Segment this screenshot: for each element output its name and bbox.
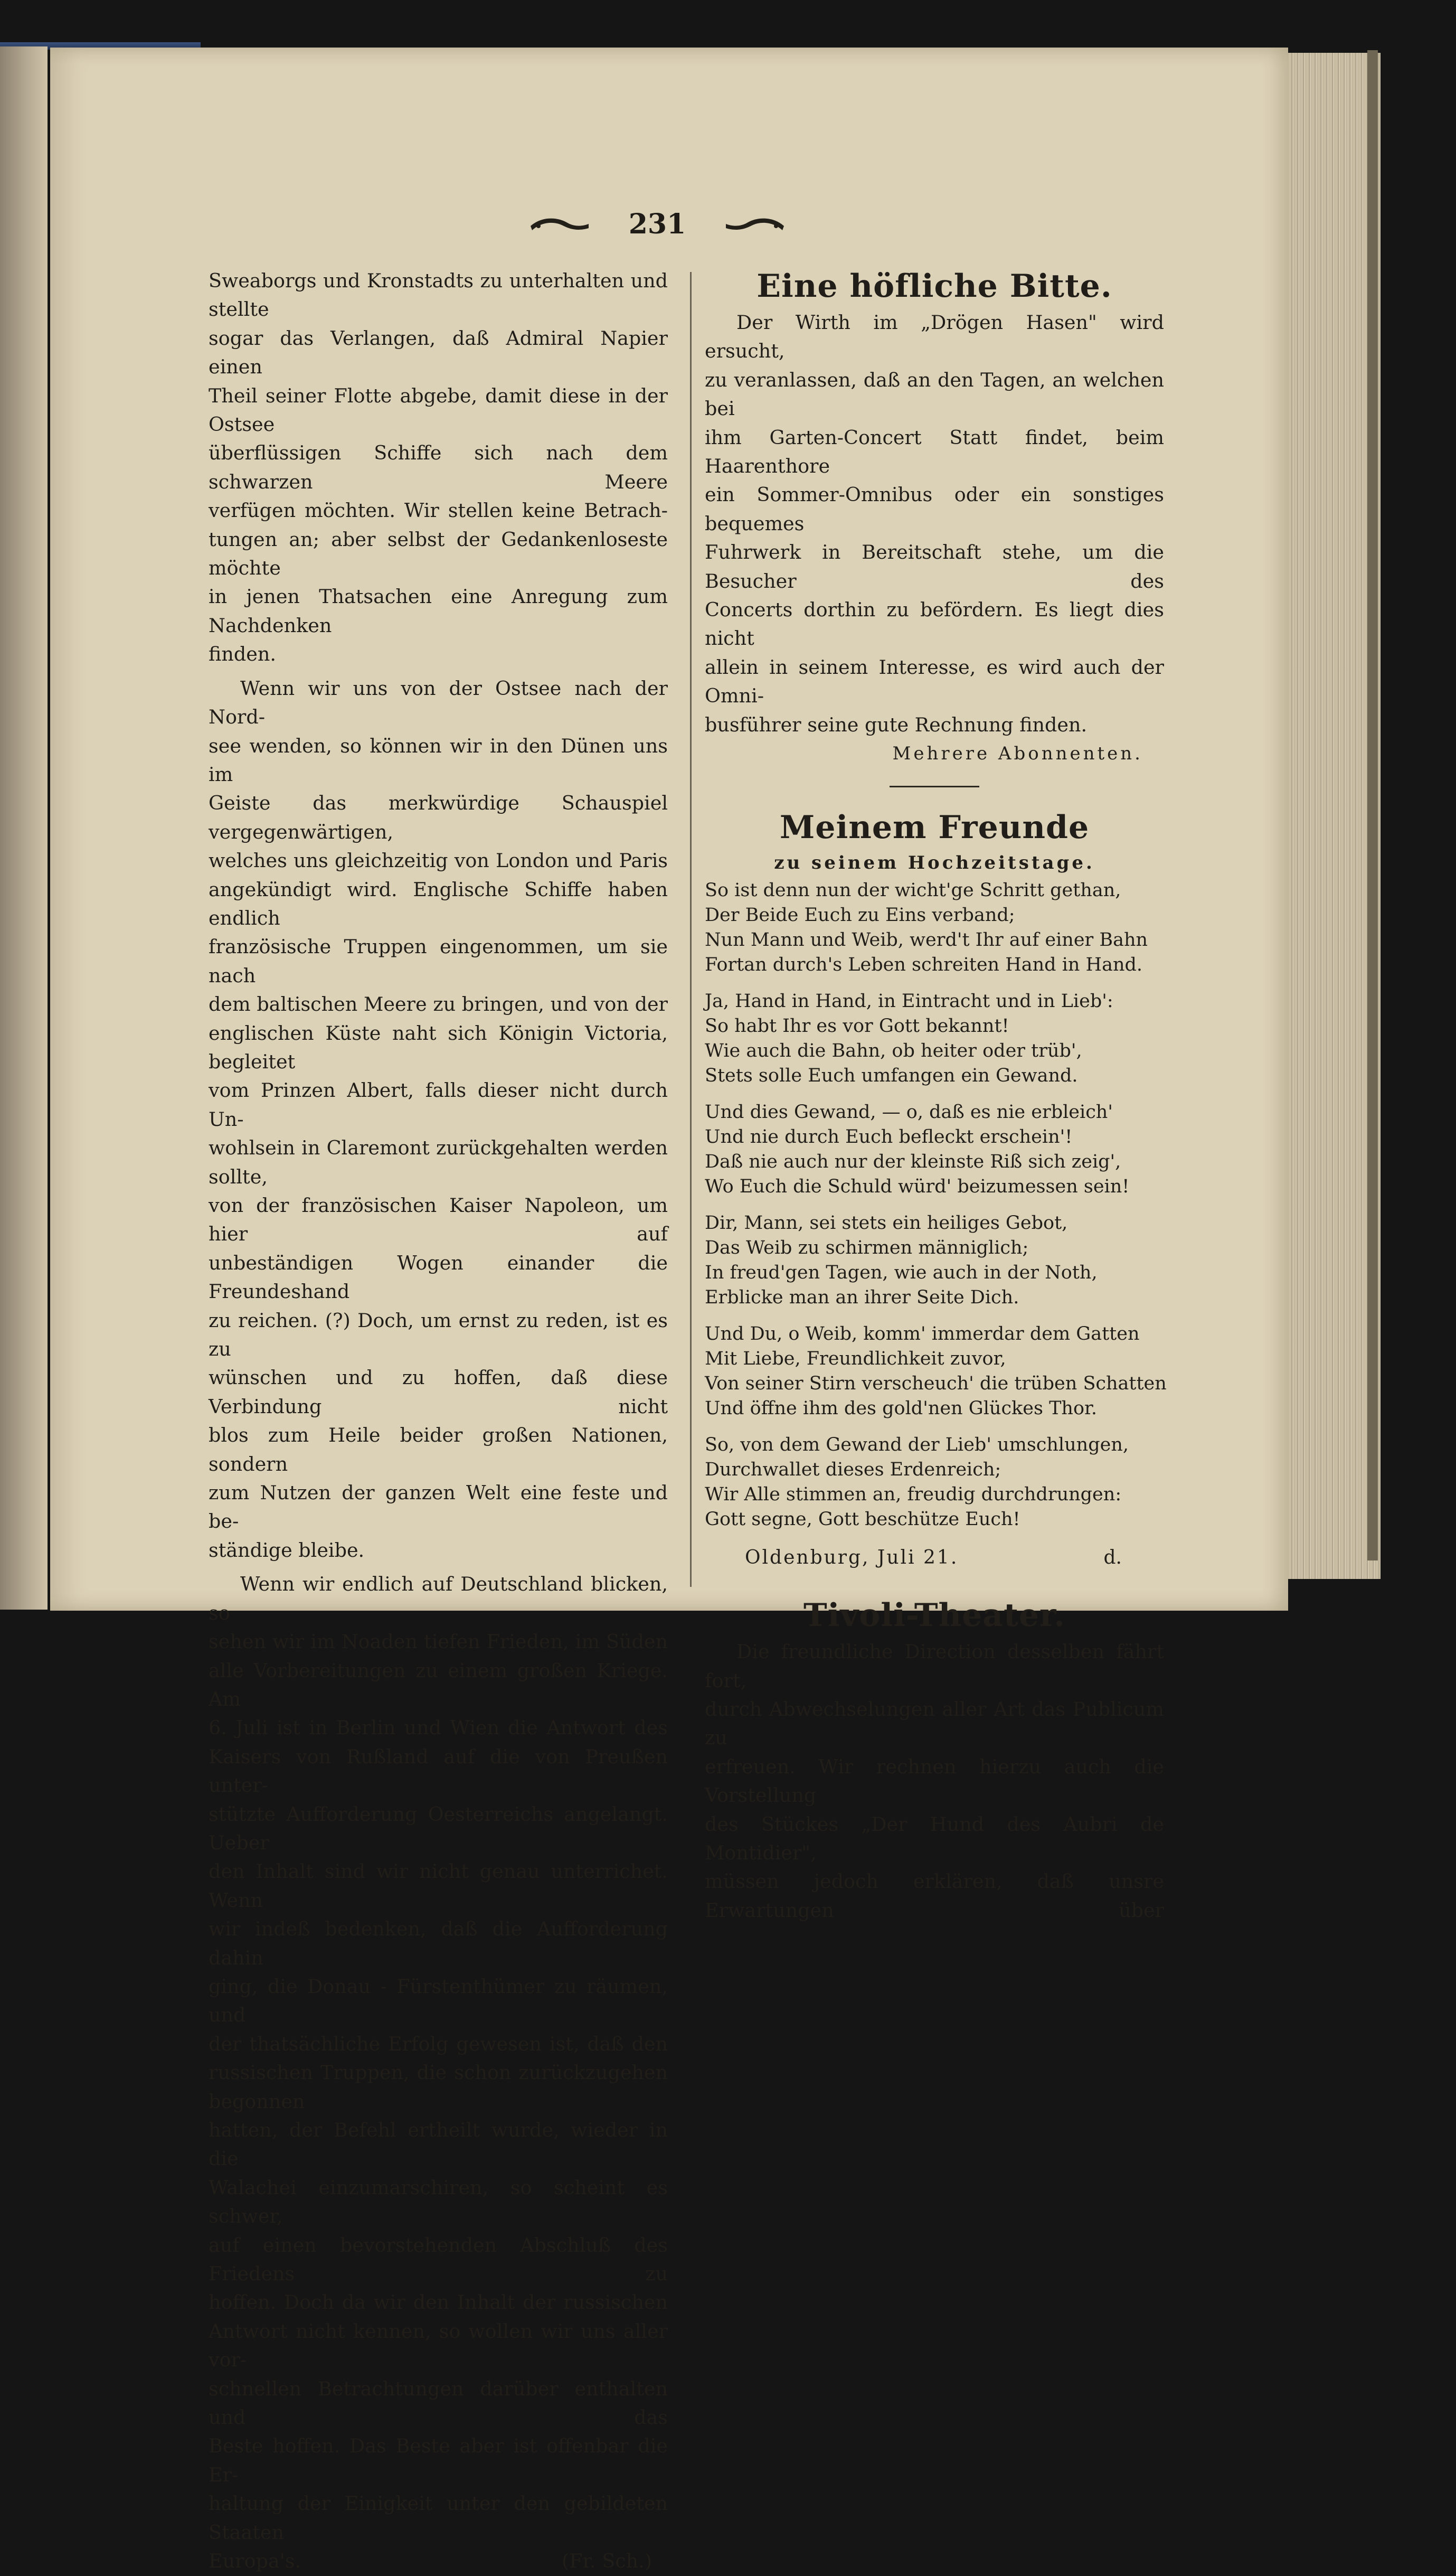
poem-title: Meinem Freunde <box>779 809 1090 847</box>
column-rule <box>690 272 692 1587</box>
text-line: dem baltischen Meere zu bringen, und von der <box>209 993 668 1016</box>
page-number: 231 <box>628 208 686 240</box>
text-line: alle Vorbereitungen zu einem großen Kriege. Am <box>209 1659 668 1710</box>
right-column <box>705 264 1167 1925</box>
text-line: Der Wirth im „Drögen Hasen" wird ersucht, <box>705 311 1164 363</box>
text-line: blos zum Heile beider großen Nationen, sondern <box>209 1424 668 1475</box>
text-line: wohlsein in Claremont zurückgehalten werden sollte, <box>209 1136 668 1188</box>
text-line: see wenden, so können wir in den Dünen uns im <box>209 734 668 786</box>
text-line: angekündigt wird. Englische Schiffe haben endlich <box>209 878 668 929</box>
text-line: den Inhalt sind wir nicht genau unterrichet. Wenn <box>209 1860 668 1912</box>
newspaper-page <box>50 48 1288 2573</box>
verse-line: Von seiner Stirn verscheuch' die trüben Schatten <box>705 1373 1167 1395</box>
text-line: erfreuen. Wir rechnen hierzu auch die Vorstellung <box>705 1755 1164 1807</box>
verse-line: Fortan durch's Leben schreiten Hand in Hand. <box>705 954 1143 976</box>
text-line: finden. <box>209 643 276 666</box>
text-line: der thatsächliche Erfolg gewesen ist, daß den <box>209 2032 668 2055</box>
verse-line: Und dies Gewand, — o, daß es nie erbleich' <box>705 1102 1113 1123</box>
section-divider <box>890 786 979 787</box>
bitte-article <box>705 264 1164 768</box>
text-line: Antwort nicht kennen, so wollen wir uns aller vor- <box>209 2319 668 2372</box>
poem-stanza <box>705 1211 1164 1310</box>
text-line: haltung der Einigkeit unter den gebildeten Staaten <box>209 2492 668 2544</box>
text-line: zu veranlassen, daß an den Tagen, an welchen bei <box>705 368 1164 420</box>
poem-stanza <box>705 1100 1164 1199</box>
text-line: Fuhrwerk in Bereitschaft stehe, um die Besucher des <box>705 541 1164 593</box>
text-line: wünschen und zu hoffen, daß diese Verbindung nicht <box>209 1366 668 1418</box>
text-line: in jenen Thatsachen eine Anregung zum Nachdenken <box>209 585 668 637</box>
verse-line: Nun Mann und Weib, werd't Ihr auf einer Bahn <box>705 929 1148 951</box>
poem-author-initial: d. <box>1103 1547 1122 1569</box>
verse-line: So habt Ihr es vor Gott bekannt! <box>705 1016 1009 1037</box>
poem-stanza <box>705 1433 1164 1532</box>
text-line: zu reichen. (?) Doch, um ernst zu reden, ist es zu <box>209 1309 668 1361</box>
verse-line: Und öffne ihm des gold'nen Glückes Thor. <box>705 1398 1098 1419</box>
poem-place-date: Oldenburg, Juli 21. <box>745 1547 959 1569</box>
tivoli-article <box>705 1593 1164 1925</box>
poem-article <box>705 805 1167 1572</box>
verse-line: Wie auch die Bahn, ob heiter oder trüb', <box>705 1040 1082 1062</box>
text-line: Theil seiner Flotte abgebe, damit diese in der Ostsee <box>209 384 668 436</box>
poem-stanza <box>705 878 1164 977</box>
text-line: Wenn wir uns von der Ostsee nach der Nord- <box>209 676 668 729</box>
text-line: ständige bleibe. <box>209 1538 365 1562</box>
verse-line: Erblicke man an ihrer Seite Dich. <box>705 1287 1019 1309</box>
left-column <box>209 267 668 2576</box>
right-ornament-icon <box>723 215 787 233</box>
text-line: sogar das Verlangen, daß Admiral Napier einen <box>209 326 668 379</box>
text-line: Concerts dorthin zu befördern. Es liegt dies nicht <box>705 598 1164 650</box>
text-line: zum Nutzen der ganzen Welt eine feste und be- <box>209 1481 668 1533</box>
poem-stanza <box>705 1322 1167 1421</box>
verse-line: Das Weib zu schirmen männiglich; <box>705 1237 1029 1259</box>
text-line: Beste hoffen. Das Beste aber ist offenbar die Er- <box>209 2434 668 2486</box>
bitte-signature: Mehrere Abonnenten. <box>892 743 1143 765</box>
text-line: überflüssigen Schiffe sich nach dem schwarzen Meere <box>209 441 668 493</box>
text-line: 6. Juli ist in Berlin und Wien die Antwort des <box>209 1716 668 1740</box>
verse-line: Durchwallet dieses Erdenreich; <box>705 1459 1001 1481</box>
text-line: hatten, der Befehl ertheilt wurde, wieder in die <box>209 2119 668 2170</box>
text-line: ging, die Donau - Fürstenthümer zu räumen, und <box>209 1975 668 2027</box>
text-line: wir indeß bedenken, daß die Aufforderung dahin <box>209 1917 668 1969</box>
verse-line: Stets solle Euch umfangen ein Gewand. <box>705 1065 1078 1087</box>
text-line: von der französischen Kaiser Napoleon, um hier auf <box>209 1194 668 1246</box>
bitte-title: Eine höfliche Bitte. <box>757 268 1112 305</box>
verse-line: In freud'gen Tagen, wie auch in der Noth, <box>705 1262 1098 1284</box>
final-line <box>209 2547 668 2575</box>
verse-line: Und nie durch Euch befleckt erschein'! <box>705 1126 1073 1148</box>
text-line: sehen wir im Noaden tiefen Frieden, im Süden <box>209 1630 668 1653</box>
text-line: Walachei einzumarschiren, so scheint es schwer, <box>209 2176 668 2228</box>
text-line: englischen Küste naht sich Königin Victoria, begleitet <box>209 1021 668 1073</box>
text-line: vom Prinzen Albert, falls dieser nicht durch Un- <box>209 1079 668 1131</box>
text-line: durch Abwechselungen aller Art das Publicum zu <box>705 1697 1164 1750</box>
paragraph-nordsee <box>209 674 668 1565</box>
poem-subtitle: zu seinem Hochzeitstage. <box>774 852 1095 874</box>
text-line: Wenn wir endlich auf Deutschland blicken, so <box>209 1573 668 1624</box>
text-line: russischen Truppen, die schon zurückzugehen begonnen <box>209 2061 668 2113</box>
text-line: ein Sommer-Omnibus oder ein sonstiges bequemes <box>705 483 1164 535</box>
verse-line: Der Beide Euch zu Eins verband; <box>705 905 1015 926</box>
text-line: Sweaborgs und Kronstadts zu unterhalten und stellte <box>209 269 668 321</box>
verse-line: Wo Euch die Schuld würd' beizumessen sein! <box>705 1176 1130 1198</box>
page-stack-edge <box>1283 53 1381 1579</box>
poem-dateline <box>705 1544 1164 1572</box>
text-line: hoffen. Doch da wir den Inhalt der russischen <box>209 2291 668 2314</box>
verse-line: So ist denn nun der wicht'ge Schritt gethan, <box>705 880 1121 901</box>
text-line: Die freundliche Direction desselben fährt fort, <box>705 1640 1164 1692</box>
text-line: müssen jedoch erklären, daß unsre Erwartungen über <box>705 1870 1164 1922</box>
text-line: tungen an; aber selbst der Gedankenloseste möchte <box>209 528 668 580</box>
verse-line: So, von dem Gewand der Lieb' umschlungen, <box>705 1434 1129 1456</box>
verse-line: Dir, Mann, sei stets ein heiliges Gebot, <box>705 1212 1068 1234</box>
poem-stanza <box>705 989 1164 1088</box>
cover-board <box>1367 50 1378 1560</box>
text-line: unbeständigen Wogen einander die Freundeshand <box>209 1251 668 1303</box>
text-line: allein in seinem Interesse, es wird auch der Omni- <box>705 655 1164 708</box>
paragraph-deutschland <box>209 1570 668 2575</box>
text-line: auf einen bevorstehenden Abschluß des Friedens zu <box>209 2233 668 2286</box>
paragraph-sweaborg <box>209 267 668 669</box>
text-line: stützte Aufforderung Oesterreichs angelangt. Ueber <box>209 1802 668 1854</box>
verse-line: Ja, Hand in Hand, in Eintracht und in Lieb': <box>705 991 1113 1012</box>
text-line: französische Truppen eingenommen, um sie nach <box>209 935 668 987</box>
verse-line: Mit Liebe, Freundlichkeit zuvor, <box>705 1348 1006 1370</box>
text-line: schnellen Betrachtungen darüber enthalten und das <box>209 2377 668 2429</box>
left-page-edge <box>0 46 48 1610</box>
text-line: busführer seine gute Rechnung finden. <box>705 713 1088 736</box>
text-line: ihm Garten-Concert Statt findet, beim Haarenthore <box>705 426 1164 478</box>
text-line: des Stückes „Der Hund des Aubri de Montidier", <box>705 1812 1164 1864</box>
verse-line: Gott segne, Gott beschütze Euch! <box>705 1509 1020 1530</box>
text-line: welches uns gleichzeitig von London und Paris <box>209 849 668 872</box>
text-line: verfügen möchten. Wir stellen keine Betrach- <box>209 499 668 522</box>
verse-line: Und Du, o Weib, komm' immerdar dem Gatten <box>705 1323 1140 1345</box>
author-signoff: (Fr. Sch.) <box>561 2550 652 2573</box>
verse-line: Daß nie auch nur der kleinste Riß sich zeig', <box>705 1151 1121 1173</box>
text-line: Geiste das merkwürdige Schauspiel vergegenwärtigen, <box>209 792 668 843</box>
final-line-text: Europa's. <box>209 2550 301 2573</box>
tivoli-title: Tivoli-Theater. <box>803 1597 1066 1634</box>
text-line: Kaisers von Rußland auf die von Preußen unter- <box>209 1745 668 1797</box>
verse-line: Wir Alle stimmen an, freudig durchdrungen: <box>705 1484 1122 1506</box>
